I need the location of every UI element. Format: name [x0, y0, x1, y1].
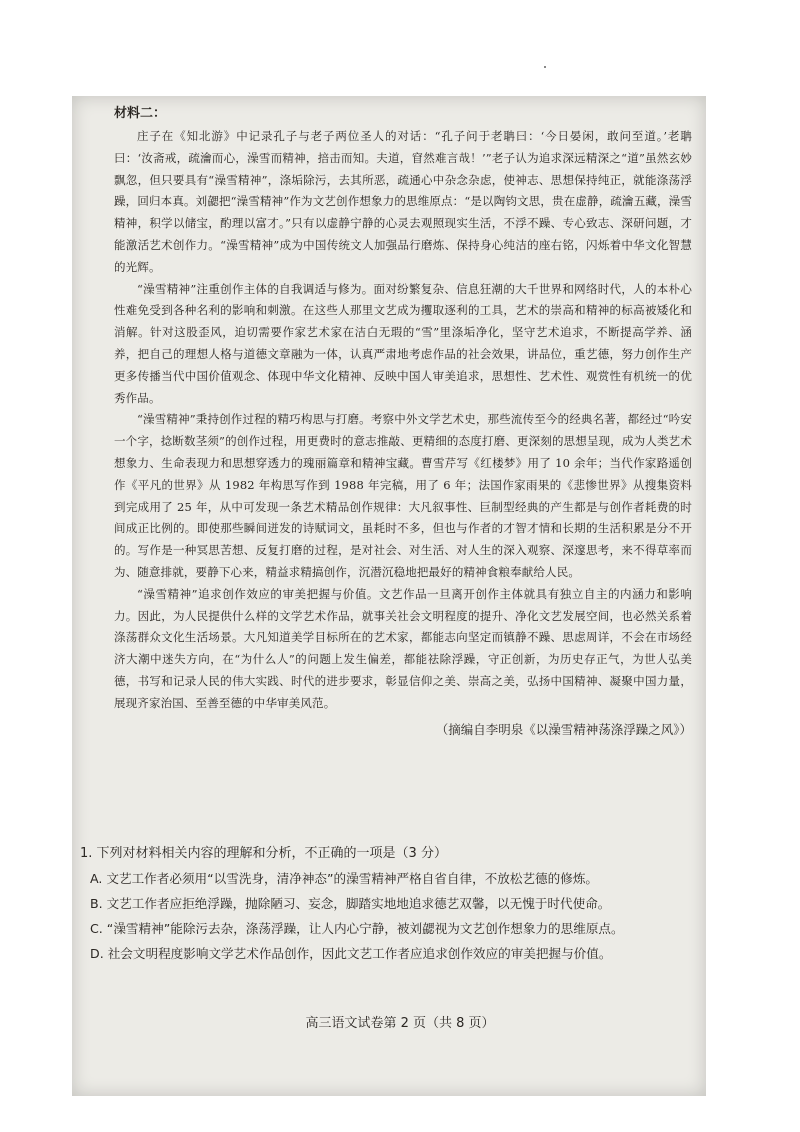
option-c[interactable]: C. “澡雪精神”能除污去杂，涤荡浮躁，让人内心宁静，被刘勰视为文艺创作想象力的思维原点。	[90, 921, 624, 936]
scan-speck	[544, 66, 546, 68]
paragraph-2: “澡雪精神”注重创作主体的自我调适与修为。面对纷繁复杂、信息狂潮的大千世界和网络时代，人的本朴心性难免受到各种名利的影响和刺激。在这些人那里文艺成为攫取逐利的工具，艺术的崇高和精神的标高被矮化和消解。针对这股歪风，迫切需要作家艺术家在洁白无瑕的“雪”里涤垢净化，坚守艺术追求，不断提高学养、涵养，把自己的理想人格与道德文章融为一体，认真严肃地考虑作品的社会效果，讲品位，重艺德，努力创作生产更多传播当代中国价值观念、体现中华文化精神、反映中国人审美追求，思想性、艺术性、观赏性有机统一的优秀作品。	[114, 281, 692, 405]
page-footer: 高三语文试卷第 2 页（共 8 页）	[305, 1016, 495, 1031]
paragraph-4: “澡雪精神”追求创作效应的审美把握与价值。文艺作品一旦离开创作主体就具有独立自主的内涵力和影响力。因此，为人民提供什么样的文学艺术作品，就事关社会文明程度的提升、净化文艺发展空间，也必然关系着涤荡群众文化生活场景。大凡知道美学目标所在的艺术家，都能志向坚定而镇静不躁、思虑周详，不会在市场经济大潮中迷失方向，在“为什么人”的问题上发生偏差，都能祛除浮躁，守正创新，为历史存正气，为世人弘美德，书写和记录人民的伟大实践、时代的进步要求，彰显信仰之美、崇高之美，弘扬中国精神、凝聚中国力量，展现齐家治国、至善至德的中华审美风范。	[114, 586, 692, 710]
question-1	[80, 842, 696, 966]
option-b[interactable]: B. 文艺工作者应拒绝浮躁，抛除陋习、妄念，脚踏实地地追求德艺双馨，以无愧于时代使命。	[90, 896, 611, 911]
paragraph-3: “澡雪精神”秉持创作过程的精巧构思与打磨。考察中外文学艺术史，那些流传至今的经典名著，都经过“吟安一个字，捻断数茎须”的创作过程，用更费时的意志推敲、更精细的态度打磨、更深刻的思想呈现，成为人类艺术想象力、生命表现力和思想穿透力的瑰丽篇章和精神宝藏。曹雪芹写《红楼梦》用了 10 余年；当代作家路遥创作《平凡的世界》从 1982 年构思写作到 1988 年完稿，用了 6 年；法国作家雨果的《悲惨世界》从搜集资料到完成用了 25 年，从中可发现一条艺术精品创作规律：大凡叙事性、巨制型经典的产生都是与创作者耗费的时间成正比例的。即使那些瞬间迸发的诗赋词文，虽耗时不多，但也与作者的才智才情和长期的生活积累是分不开的。写作是一种冥思苦想、反复打磨的过程，是对社会、对生活、对人生的深入观察、深邃思考，来不得草率而为、随意排就，要静下心来，精益求精搞创作，沉潜沉稳地把最好的精神食粮奉献给人民。	[114, 412, 692, 579]
section-heading: 材料二：	[114, 106, 167, 121]
option-d[interactable]: D. 社会文明程度影响文学艺术作品创作，因此文艺工作者应追求创作效应的审美把握与价值。	[90, 946, 612, 961]
material-two	[114, 104, 692, 741]
question-stem: 1. 下列对材料相关内容的理解和分析，不正确的一项是（3 分）	[80, 846, 447, 861]
option-a[interactable]: A. 文艺工作者必须用“以雪洗身，清净神态”的澡雪精神严格自省自律，不放松艺德的修炼。	[90, 871, 599, 886]
paragraph-1: 庄子在《知北游》中记录孔子与老子两位圣人的对话：“孔子问于老聃曰：‘今日晏闲，敢问至道。’老聃曰：‘汝斋戒，疏瀹而心，澡雪而精神，掊击而知。夫道，窅然难言哉！’”老子认为追求深远精深之“道”虽然玄妙飘忽，但只要具有“澡雪精神”，涤垢除污，去其所恶，疏通心中杂念杂虑，使神志、思想保持纯正，就能涤荡浮躁，回归本真。刘勰把“澡雪精神”作为文艺创作想象力的思维原点：“是以陶钧文思，贵在虚静，疏瀹五藏，澡雪精神，积学以储宝，酌理以富才。”只有以虚静宁静的心灵去观照现实生活，不浮不躁、专心致志、深研问题，才能激活艺术创作力。“澡雪精神”成为中国传统文人加强品行磨炼、保持身心纯洁的座右铭，闪烁着中华文化智慧的光辉。	[114, 129, 692, 274]
source-citation: （摘编自李明泉《以澡雪精神荡涤浮躁之风》）	[435, 721, 692, 737]
